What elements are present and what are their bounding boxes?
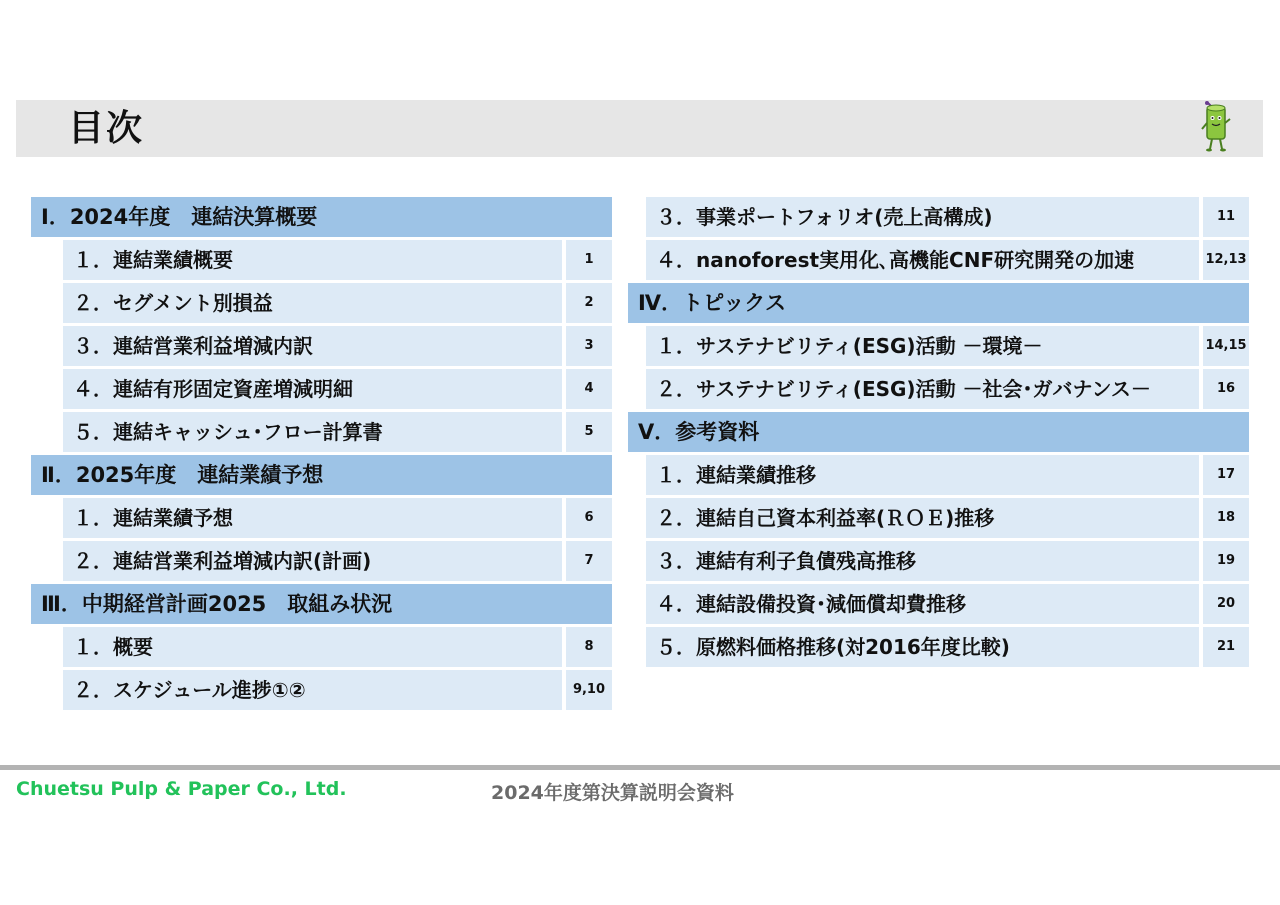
toc-row[interactable] bbox=[646, 240, 1249, 280]
toc-page-number: 5 bbox=[566, 412, 612, 452]
toc-item-label: １．サステナビリティ(ESG)活動 －環境－ bbox=[646, 326, 1199, 366]
toc-item-label: ４．連結設備投資･減価償却費推移 bbox=[646, 584, 1199, 624]
toc-item-label: ２．サステナビリティ(ESG)活動 －社会･ガバナンス－ bbox=[646, 369, 1199, 409]
toc-row[interactable] bbox=[646, 498, 1249, 538]
section-heading[interactable]: Ⅱ．2025年度 連結業績予想 bbox=[31, 455, 612, 495]
toc-right-column bbox=[628, 197, 1249, 670]
toc-page-number: 9,10 bbox=[566, 670, 612, 710]
title-bar bbox=[16, 100, 1263, 157]
toc-row[interactable] bbox=[646, 369, 1249, 409]
toc-page-number: 21 bbox=[1203, 627, 1249, 667]
toc-row[interactable] bbox=[63, 670, 612, 710]
toc-page-number: 18 bbox=[1203, 498, 1249, 538]
toc-item-label: ２．スケジュール進捗①② bbox=[63, 670, 562, 710]
toc-item-label: ２．セグメント別損益 bbox=[63, 283, 562, 323]
toc-row[interactable] bbox=[646, 455, 1249, 495]
toc-page-number: 8 bbox=[566, 627, 612, 667]
toc-item-label: ５．原燃料価格推移(対2016年度比較) bbox=[646, 627, 1199, 667]
page-title: 目次 bbox=[68, 108, 145, 149]
toc-page-number: 2 bbox=[566, 283, 612, 323]
toc-page-number: 20 bbox=[1203, 584, 1249, 624]
toc-page-number: 7 bbox=[566, 541, 612, 581]
toc-item-label: ４．連結有形固定資産増減明細 bbox=[63, 369, 562, 409]
toc-row[interactable] bbox=[63, 498, 612, 538]
footer-divider bbox=[0, 765, 1280, 770]
toc-item-label: ４．nanoforest実用化､高機能CNF研究開発の加速 bbox=[646, 240, 1199, 280]
toc-row[interactable] bbox=[646, 197, 1249, 237]
toc-row[interactable] bbox=[646, 326, 1249, 366]
toc-item-label: １．連結業績予想 bbox=[63, 498, 562, 538]
toc-item-label: ２．連結営業利益増減内訳(計画) bbox=[63, 541, 562, 581]
toc-page-number: 16 bbox=[1203, 369, 1249, 409]
toc-page-number: 12,13 bbox=[1203, 240, 1249, 280]
mascot-icon bbox=[1198, 101, 1234, 155]
toc-item-label: ５．連結キャッシュ･フロー計算書 bbox=[63, 412, 562, 452]
toc-item-label: １．概要 bbox=[63, 627, 562, 667]
toc-page-number: 3 bbox=[566, 326, 612, 366]
toc-row[interactable] bbox=[63, 283, 612, 323]
section-heading[interactable]: Ⅲ．中期経営計画2025 取組み状況 bbox=[31, 584, 612, 624]
toc-item-label: ３．連結有利子負債残高推移 bbox=[646, 541, 1199, 581]
toc-item-label: ３．事業ポートフォリオ(売上高構成) bbox=[646, 197, 1199, 237]
toc-row[interactable] bbox=[63, 627, 612, 667]
toc-row[interactable] bbox=[63, 541, 612, 581]
toc-page-number: 6 bbox=[566, 498, 612, 538]
toc-row[interactable] bbox=[63, 369, 612, 409]
toc-item-label: ３．連結営業利益増減内訳 bbox=[63, 326, 562, 366]
section-heading[interactable]: Ⅰ．2024年度 連結決算概要 bbox=[31, 197, 612, 237]
toc-page-number: 1 bbox=[566, 240, 612, 280]
toc-page-number: 14,15 bbox=[1203, 326, 1249, 366]
toc-page-number: 17 bbox=[1203, 455, 1249, 495]
toc-item-label: １．連結業績概要 bbox=[63, 240, 562, 280]
section-heading[interactable]: Ⅴ．参考資料 bbox=[628, 412, 1249, 452]
document-title: 2024年度第決算説明会資料 bbox=[491, 782, 734, 804]
section-heading[interactable]: Ⅳ．トピックス bbox=[628, 283, 1249, 323]
toc-row[interactable] bbox=[646, 584, 1249, 624]
toc-row[interactable] bbox=[646, 627, 1249, 667]
toc-row[interactable] bbox=[63, 412, 612, 452]
toc-row[interactable] bbox=[63, 240, 612, 280]
company-name: Chuetsu Pulp & Paper Co., Ltd. bbox=[16, 778, 347, 800]
toc-item-label: １．連結業績推移 bbox=[646, 455, 1199, 495]
toc-page-number: 4 bbox=[566, 369, 612, 409]
toc-row[interactable] bbox=[646, 541, 1249, 581]
toc-item-label: ２．連結自己資本利益率(ＲＯＥ)推移 bbox=[646, 498, 1199, 538]
toc-page-number: 11 bbox=[1203, 197, 1249, 237]
toc-row[interactable] bbox=[63, 326, 612, 366]
toc-left-column bbox=[31, 197, 612, 713]
toc-page-number: 19 bbox=[1203, 541, 1249, 581]
